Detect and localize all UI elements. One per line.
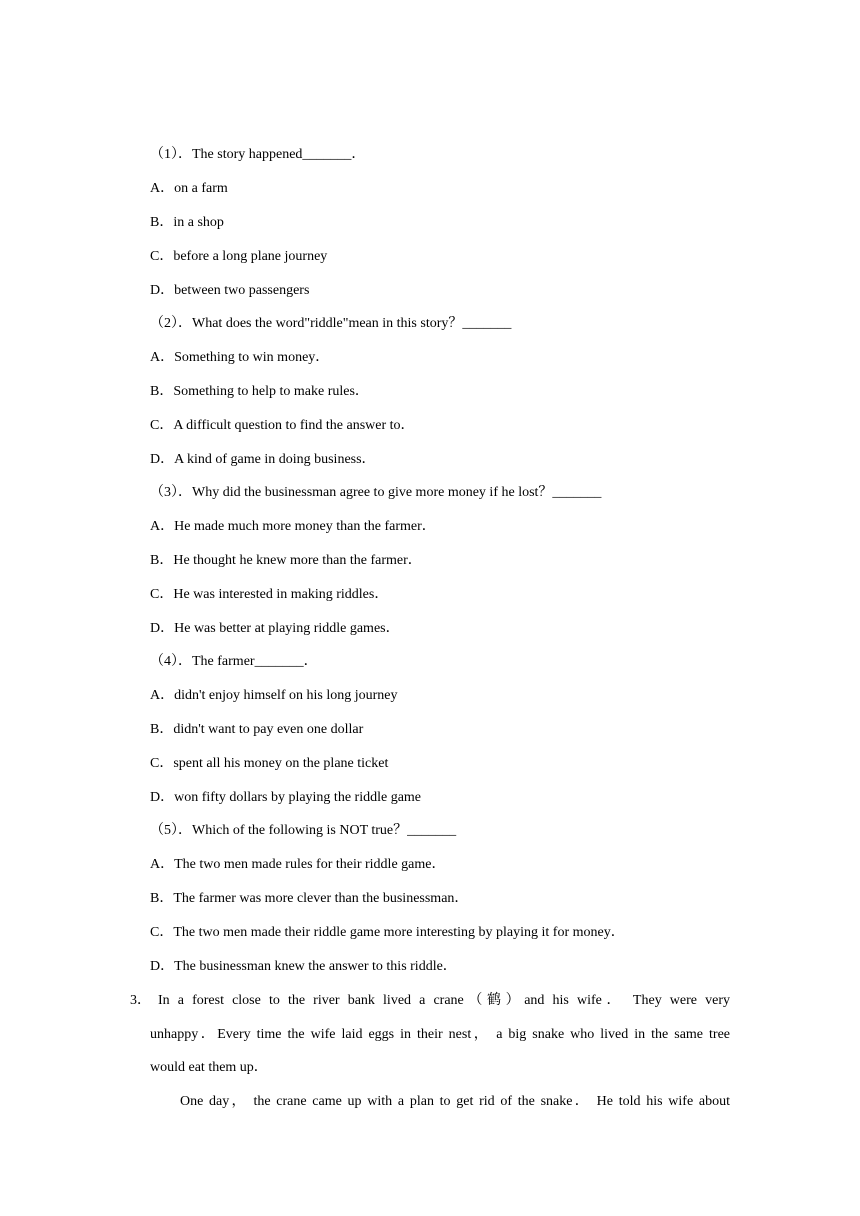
option-text: He was interested in making riddles． xyxy=(173,587,389,602)
question-5-option-c xyxy=(150,923,625,943)
option-letter: D． xyxy=(150,452,175,467)
question-3-option-b xyxy=(150,551,422,571)
option-letter: D． xyxy=(150,959,175,974)
option-text: didn't enjoy himself on his long journey xyxy=(174,688,398,703)
option-text: Something to win money． xyxy=(174,350,330,365)
option-letter: D． xyxy=(150,790,175,805)
option-text: A difficult question to find the answer to． xyxy=(173,418,415,433)
option-text: He made much more money than the farmer． xyxy=(174,519,436,534)
option-letter: C． xyxy=(150,418,174,433)
option-letter: B． xyxy=(150,722,174,737)
question-4-option-c xyxy=(150,754,388,774)
option-letter: A． xyxy=(150,857,175,872)
question-5-option-d xyxy=(150,957,457,977)
question-1-stem: （1）．The story happened_______． xyxy=(150,147,366,162)
option-letter: C． xyxy=(150,756,174,771)
passage-3-line-3: would eat them up． xyxy=(150,1060,268,1075)
option-text: The two men made their riddle game more interesting by playing it for money． xyxy=(173,925,625,940)
question-1-option-d xyxy=(150,281,309,301)
question-2-stem: （2）．What does the word"riddle"mean in this story？_______ xyxy=(150,316,512,331)
question-5-option-b xyxy=(150,889,468,909)
question-4-option-d xyxy=(150,788,421,808)
option-text: before a long plane journey xyxy=(173,249,328,264)
option-letter: A． xyxy=(150,688,175,703)
question-2-option-b xyxy=(150,382,369,402)
question-5-option-a xyxy=(150,855,445,875)
question-3-option-c xyxy=(150,585,388,605)
option-text: on a farm xyxy=(174,181,228,196)
question-1-option-b xyxy=(150,213,224,233)
option-letter: C． xyxy=(150,249,174,264)
option-text: The farmer was more clever than the businessman． xyxy=(173,891,469,906)
option-text: He was better at playing riddle games． xyxy=(174,621,400,636)
option-text: spent all his money on the plane ticket xyxy=(173,756,389,771)
option-letter: B． xyxy=(150,553,174,568)
question-3-option-a xyxy=(150,517,436,537)
question-4-option-b xyxy=(150,720,363,740)
option-text: in a shop xyxy=(173,215,224,230)
option-letter: D． xyxy=(150,283,175,298)
question-4-stem: （4）．The farmer_______． xyxy=(150,654,318,669)
passage-3-line-4: One day， the crane came up with a plan to get rid of the snake． He told his wife about xyxy=(180,1094,730,1109)
option-letter: A． xyxy=(150,181,175,196)
option-text: between two passengers xyxy=(174,283,310,298)
option-text: The two men made rules for their riddle game． xyxy=(174,857,446,872)
option-text: won fifty dollars by playing the riddle game xyxy=(174,790,422,805)
option-letter: B． xyxy=(150,891,174,906)
option-text: The businessman knew the answer to this riddle． xyxy=(174,959,457,974)
question-3-stem: （3）．Why did the businessman agree to give more money if he lost？_______ xyxy=(150,485,602,500)
option-letter: C． xyxy=(150,587,174,602)
question-5-stem: （5）．Which of the following is NOT true？_______ xyxy=(150,823,457,838)
question-3-option-d xyxy=(150,619,400,639)
option-letter: B． xyxy=(150,215,174,230)
option-letter: D． xyxy=(150,621,175,636)
option-text: A kind of game in doing business． xyxy=(174,452,376,467)
question-1-option-c xyxy=(150,247,327,267)
question-2-option-d xyxy=(150,450,376,470)
question-1-option-a xyxy=(150,179,228,199)
option-text: didn't want to pay even one dollar xyxy=(173,722,364,737)
option-text: He thought he knew more than the farmer． xyxy=(173,553,422,568)
passage-3-line-1: In a forest close to the river bank lived a crane（鹤）and his wife． They were very xyxy=(158,993,730,1008)
option-letter: A． xyxy=(150,519,175,534)
option-letter: A． xyxy=(150,350,175,365)
option-letter: C． xyxy=(150,925,174,940)
option-text: Something to help to make rules． xyxy=(173,384,369,399)
question-4-option-a xyxy=(150,686,398,706)
option-letter: B． xyxy=(150,384,174,399)
question-2-option-c xyxy=(150,416,415,436)
question-2-option-a xyxy=(150,348,329,368)
passage-3-line-2: unhappy．Every time the wife laid eggs in their nest， a big snake who lived in the same tree xyxy=(150,1027,730,1042)
passage-3-number: 3． xyxy=(130,993,151,1008)
